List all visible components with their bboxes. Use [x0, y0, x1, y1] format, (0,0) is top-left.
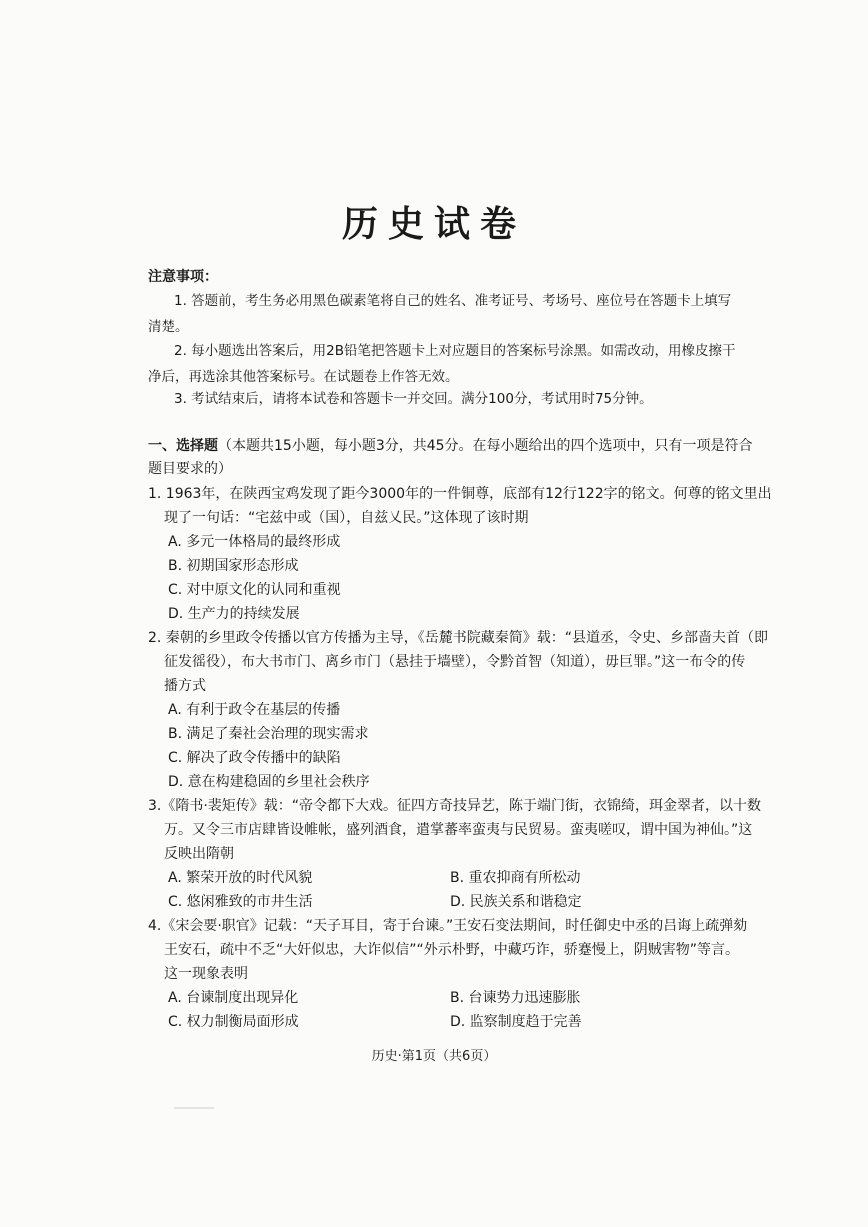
notice-heading: 注意事项： — [148, 269, 218, 285]
section-header — [148, 434, 753, 458]
option-b: B. 满足了秦社会治理的现实需求 — [168, 726, 369, 742]
option-d: D. 民族关系和谐稳定 — [450, 894, 582, 910]
question-stem-line: 征发徭役），布大书市门、离乡市门（悬挂于墙壁），令黔首智（知道），毋巨罪。”这一布令的传 — [164, 654, 746, 670]
option-d: D. 监察制度趋于完善 — [450, 1014, 582, 1030]
option-d: D. 生产力的持续发展 — [168, 606, 300, 622]
question-stem-line: 1. 1963年，在陕西宝鸡发现了距今3000年的一件铜尊，底部有12行122字的铭文。何尊的铭文里出 — [148, 486, 772, 502]
notice-item-line: 1. 答题前，考生务必用黑色碳素笔将自己的姓名、准考证号、考场号、座位号在答题卡上填写 — [174, 293, 732, 309]
page-footer: 历史·第1页（共6页） — [371, 1049, 497, 1064]
option-a: A. 台谏制度出现异化 — [168, 990, 299, 1006]
question-stem-line: 这一现象表明 — [164, 966, 248, 982]
notice-item — [148, 338, 768, 390]
notice-item-line: 净后，再选涂其他答案标号。在试题卷上作答无效。 — [148, 369, 459, 385]
option-b: B. 重农抑商有所松动 — [450, 870, 581, 886]
question-stem-line: 播方式 — [164, 678, 206, 694]
section-desc-cont: 题目要求的） — [148, 461, 232, 477]
notice-item-line: 3. 考试结束后，请将本试卷和答题卡一并交回。满分100分，考试用时75分钟。 — [174, 391, 653, 407]
option-c: C. 解决了政令传播中的缺陷 — [168, 750, 341, 766]
notice-item — [148, 288, 768, 340]
option-a: A. 多元一体格局的最终形成 — [168, 534, 341, 550]
scan-mark — [174, 1107, 214, 1109]
option-c: C. 权力制衡局面形成 — [168, 1014, 299, 1030]
question-stem-line: 4.《宋会要·职官》记载：“天子耳目，寄于台谏。”王安石变法期间，时任御史中丞的吕诲上疏弹劾 — [148, 918, 748, 934]
question-stem-line: 3.《隋书·裴矩传》载：“帝令都下大戏。征四方奇技异艺，陈于端门街，衣锦绮，珥金翠者，以十数 — [148, 798, 762, 814]
question-stem-line: 王安石，疏中不乏“大奸似忠，大诈似信”“外示朴野，中藏巧诈，骄蹇慢上，阴贼害物”等言。 — [164, 942, 740, 958]
question-stem-line: 现了一句话：“宅兹中或（国），自兹乂民。”这体现了该时期 — [164, 510, 529, 526]
question-stem-line: 反映出隋朝 — [164, 846, 234, 862]
option-c: C. 悠闲雅致的市井生活 — [168, 894, 313, 910]
option-b: B. 初期国家形态形成 — [168, 558, 299, 574]
notice-item — [148, 386, 768, 412]
option-c: C. 对中原文化的认同和重视 — [168, 582, 341, 598]
option-a: A. 有利于政令在基层的传播 — [168, 702, 341, 718]
option-b: B. 台谏势力迅速膨胀 — [450, 990, 581, 1006]
option-d: D. 意在构建稳固的乡里社会秩序 — [168, 774, 370, 790]
section-desc: （本题共15小题，每小题3分，共45分。在每小题给出的四个选项中，只有一项是符合 — [218, 438, 753, 454]
question-stem-line: 2. 秦朝的乡里政令传播以官方传播为主导，《岳麓书院藏秦简》载：“县道丞，令史、乡部啬夫首（即 — [148, 630, 769, 646]
notice-item-line: 清楚。 — [148, 319, 189, 335]
option-a: A. 繁荣开放的时代风貌 — [168, 870, 313, 886]
question-stem-line: 万。又令三市店肆皆设帷帐，盛列酒食，遣掌蕃率蛮夷与民贸易。蛮夷嗟叹，谓中国为神仙。”这 — [164, 822, 753, 838]
page-title: 历史试卷 — [341, 203, 526, 245]
notice-item-line: 2. 每小题选出答案后，用2B铅笔把答题卡上对应题目的答案标号涂黑。如需改动，用橡皮擦干 — [174, 343, 736, 359]
section-label: 一、选择题 — [148, 438, 218, 454]
